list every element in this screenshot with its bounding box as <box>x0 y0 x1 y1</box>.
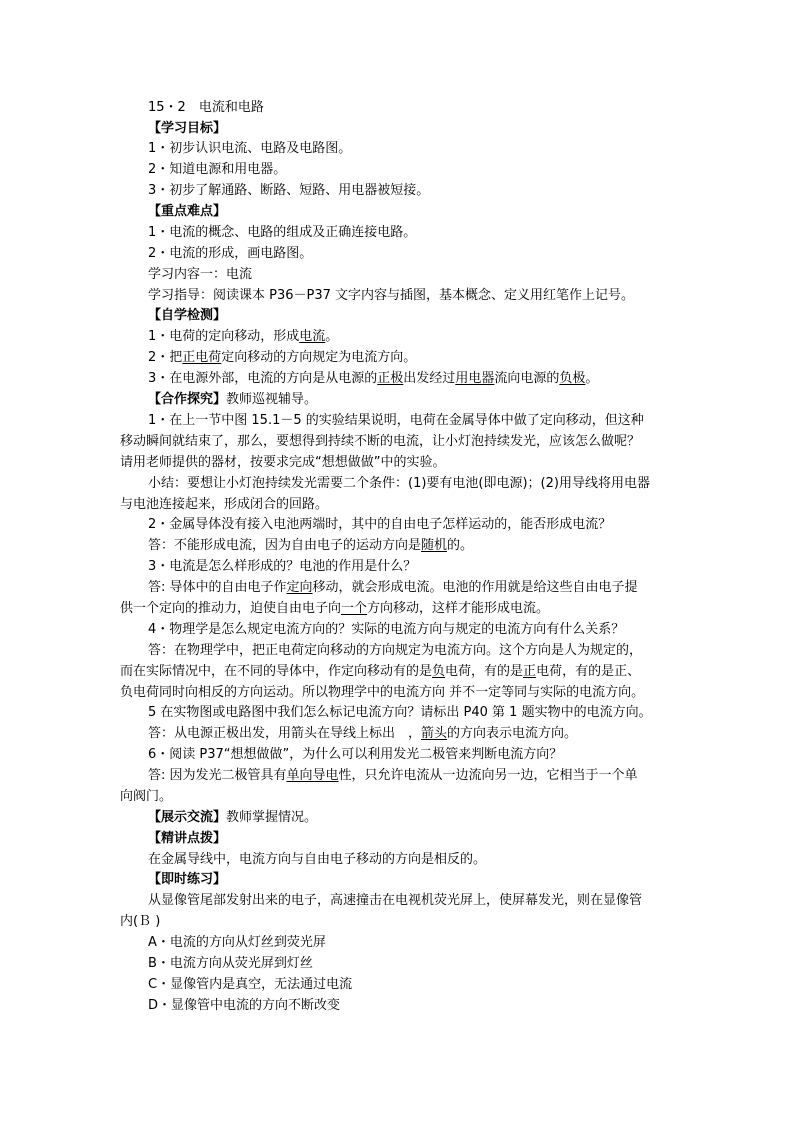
text: 答：不能形成电流，因为自由电子的运动方向是 <box>148 538 422 553</box>
text: 而在实际情况中，在不同的导体中，作定向移动有的是 <box>120 664 433 679</box>
objective-item: 3・初步了解通路、断路、短路、用电器被短接。 <box>148 183 430 198</box>
question-2: 2・金属导体没有接入电池两端时，其中的自由电子怎样运动的，能否形成电流？ <box>148 517 612 532</box>
point-text: 在金属导线中，电流方向与自由电子移动的方向是相反的。 <box>148 852 487 867</box>
text: 3・在电源外部，电流的方向是从电源的 <box>148 371 378 386</box>
answer-blank: 正 <box>523 664 537 679</box>
text: 流向电源的 <box>494 371 560 386</box>
question-1-line-3: 请用老师提供的器材，按要求完成“想想做做”中的实验。 <box>120 455 446 470</box>
study-guide: 学习指导：阅读课本 P36－P37 文字内容与插图，基本概念、定义用红笔作上记号。 <box>148 288 635 303</box>
keypoint-item: 2・电流的形成，画电路图。 <box>148 246 313 261</box>
coop-text: 教师巡视辅导。 <box>226 392 318 407</box>
text: 移动，就会形成电流。电池的作用就是给这些自由电子提 <box>312 580 638 595</box>
text: 答：从电源正极出发，用箭头在导线上标出 ， <box>148 726 422 741</box>
summary-line-2: 与电池连接起来，形成闭合的回路。 <box>120 497 329 512</box>
answer-blank: 随机 <box>421 538 448 553</box>
show-text: 教师掌握情况。 <box>226 810 318 825</box>
question-1-line-2: 移动瞬间就结束了，那么，要想得到持续不断的电流，让小灯泡持续发光，应该怎么做呢？ <box>120 434 641 449</box>
answer-3-line-1 <box>148 580 638 596</box>
text: 。 <box>325 329 339 344</box>
answer-blank: 箭头 <box>421 726 448 741</box>
text: 出发经过 <box>403 371 456 386</box>
practice-heading: 【即时练习】 <box>148 872 227 887</box>
answer-5 <box>148 726 577 742</box>
answer-blank: 电流 <box>299 329 326 344</box>
answer-blank: 定向 <box>286 580 313 595</box>
answer-blank: 正极 <box>377 371 404 386</box>
text: 答: 因为发光二极管具有 <box>148 768 287 783</box>
practice-line-2: 内(Ｂ ) <box>120 914 161 929</box>
objectives-heading: 【学习目标】 <box>148 121 227 136</box>
answer-blank: 单向导电 <box>286 768 339 783</box>
content-heading: 学习内容一：电流 <box>148 267 253 282</box>
practice-line-1: 从显像管尾部发射出来的电子，高速撞击在电视机荧光屏上，使屏幕发光，则在显像管 <box>148 893 643 908</box>
text: 电荷，有的是 <box>445 664 524 679</box>
text: 方向移动，这样才能形成电流。 <box>367 601 550 616</box>
text: 1・电荷的定向移动，形成 <box>148 329 300 344</box>
question-5: 5 在实物图或电路图中我们怎么标记电流方向？请标出 P40 第 1 题实物中的电流方向。 <box>148 705 652 720</box>
option-b: B・电流方向从荧光屏到灯丝 <box>148 956 313 971</box>
text: 答: 导体中的自由电子作 <box>148 580 287 595</box>
question-1-line-1: 1・在上一节中图 15.1－5 的实验结果说明，电荷在金属导体中做了定向移动，但这种 <box>148 413 644 428</box>
keypoints-heading: 【重点难点】 <box>148 204 227 219</box>
coop-line <box>148 392 317 408</box>
selfcheck-heading: 【自学检测】 <box>148 308 227 323</box>
coop-heading: 【合作探究】 <box>148 392 227 407</box>
show-line <box>148 810 317 826</box>
text: 定向移动的方向规定为电流方向。 <box>221 350 417 365</box>
answer-3-line-2 <box>120 601 549 617</box>
answer-6-line-1 <box>148 768 638 784</box>
objective-item: 2・知道电源和用电器。 <box>148 162 287 177</box>
answer-blank: 一个 <box>341 601 368 616</box>
answer-4-line-1: 答：在物理学中，把正电荷定向移动的方向规定为电流方向。这个方向是人为规定的， <box>148 643 643 658</box>
keypoint-item: 1・电流的概念、电路的组成及正确连接电路。 <box>148 225 417 240</box>
point-heading: 【精讲点拨】 <box>148 831 227 846</box>
text: 的方向表示电流方向。 <box>447 726 578 741</box>
answer-blank: 负 <box>432 664 446 679</box>
option-d: D・显像管中电流的方向不断改变 <box>148 998 341 1013</box>
answer-2 <box>148 538 473 554</box>
answer-blank: 正电荷 <box>182 350 222 365</box>
question-6: 6・阅读 P37“想想做做”，为什么可以利用发光二极管来判断电流方向？ <box>148 747 563 762</box>
answer-blank: 用电器 <box>455 371 495 386</box>
section-title: 15・2 电流和电路 <box>148 100 264 115</box>
summary-line-1: 小结：要想让小灯泡持续发光需要二个条件：(1)要有电池(即电源)；(2)用导线将用电器 <box>148 476 650 491</box>
text: 的。 <box>447 538 474 553</box>
selfcheck-item-3 <box>148 371 598 387</box>
answer-6-line-2: 向阀门。 <box>120 789 173 804</box>
answer-4-line-3: 负电荷同时向相反的方向运动。所以物理学中的电流方向 并不一定等同与实际的电流方向。 <box>120 685 645 700</box>
answer-blank: 负极 <box>559 371 586 386</box>
text: 供一个定向的推动力，迫使自由电子向 <box>120 601 342 616</box>
answer-4-line-2 <box>120 664 640 680</box>
selfcheck-item-2 <box>148 350 416 366</box>
show-heading: 【展示交流】 <box>148 810 227 825</box>
selfcheck-item-1 <box>148 329 338 345</box>
option-c: C・显像管内是真空，无法通过电流 <box>148 977 353 992</box>
text: 电荷，有的是正、 <box>536 664 641 679</box>
objective-item: 1・初步认识电流、电路及电路图。 <box>148 141 352 156</box>
option-a: A・电流的方向从灯丝到荧光屏 <box>148 935 326 950</box>
text: 性，只允许电流从一边流向另一边，它相当于一个单 <box>338 768 638 783</box>
question-3: 3・电流是怎么样形成的？电池的作用是什么？ <box>148 559 417 574</box>
text: 。 <box>585 371 599 386</box>
question-4: 4・物理学是怎么规定电流方向的？实际的电流方向与规定的电流方向有什么关系？ <box>148 622 625 637</box>
text: 2・把 <box>148 350 183 365</box>
